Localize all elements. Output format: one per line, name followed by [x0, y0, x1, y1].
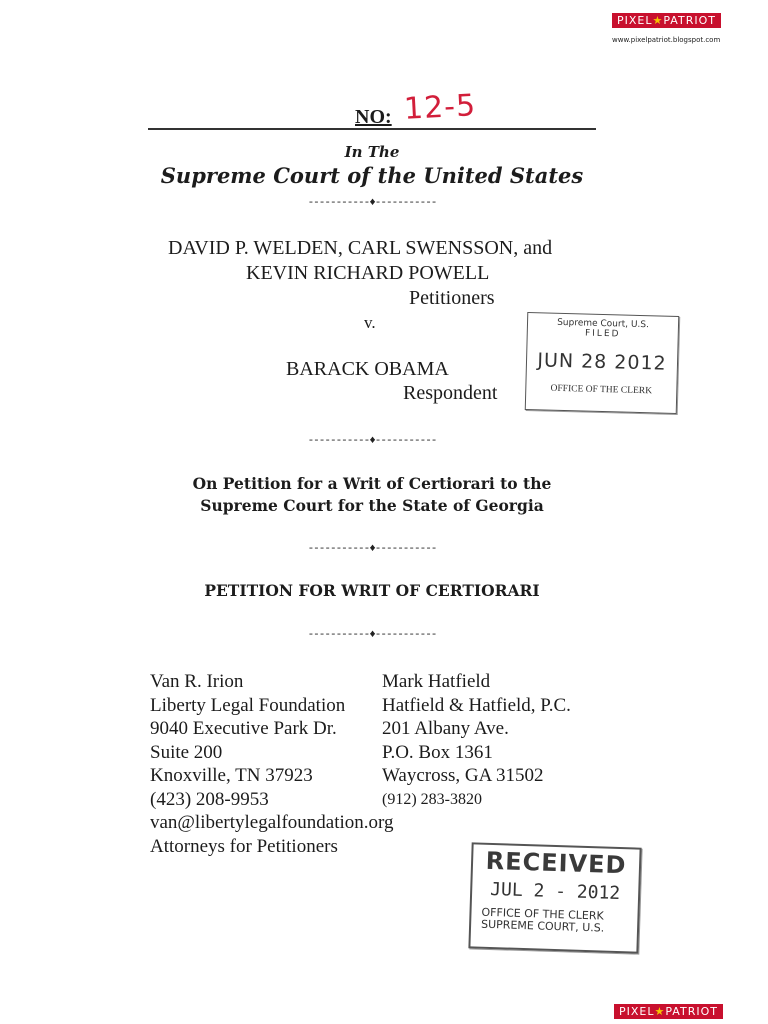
- logo-right-text: PATRIOT: [663, 14, 716, 27]
- counsel-right-city: Waycross, GA 31502: [382, 765, 544, 786]
- respondent-role: Respondent: [403, 382, 498, 404]
- petitioners-line-2: KEVIN RICHARD POWELL: [246, 262, 490, 284]
- counsel-right-phone: (912) 283-3820: [382, 790, 482, 808]
- separator-3: -----------♦-----------: [307, 543, 437, 555]
- star-icon: ★: [654, 1005, 666, 1018]
- filed-stamp-court: Supreme Court, U.S.: [556, 317, 650, 331]
- filed-stamp-date: JUN 28 2012: [537, 349, 667, 375]
- separator-4: -----------♦-----------: [307, 629, 437, 641]
- counsel-right-name: Mark Hatfield: [382, 671, 491, 692]
- counsel-left-street: 9040 Executive Park Dr.: [150, 718, 337, 739]
- counsel-left-phone: (423) 208-9953: [150, 788, 269, 810]
- counsel-left-name: Van R. Irion: [150, 671, 244, 692]
- respondent-name: BARACK OBAMA: [286, 358, 449, 380]
- docket-label: NO:: [355, 106, 392, 128]
- petition-subtitle-line-2: Supreme Court for the State of Georgia: [200, 496, 544, 515]
- watermark-url: www.pixelpatriot.blogspot.com: [612, 36, 721, 44]
- received-stamp-office-2: SUPREME COURT, U.S.: [480, 917, 605, 935]
- received-stamp-office-1: OFFICE OF THE CLERK: [481, 905, 604, 923]
- petition-title: PETITION FOR WRIT OF CERTIORARI: [204, 581, 540, 600]
- counsel-right-street: 201 Albany Ave.: [382, 718, 509, 739]
- counsel-left-role: Attorneys for Petitioners: [150, 835, 338, 857]
- filed-stamp-filed: FILED: [584, 328, 621, 340]
- counsel-right-pobox: P.O. Box 1361: [382, 741, 493, 763]
- counsel-left-city: Knoxville, TN 37923: [150, 765, 313, 786]
- separator-2: -----------♦-----------: [307, 435, 437, 447]
- counsel-right-firm: Hatfield & Hatfield, P.C.: [382, 694, 571, 716]
- petitioners-role: Petitioners: [409, 287, 495, 309]
- pixel-patriot-logo-bottom: [614, 1004, 723, 1019]
- docket-rule: [148, 128, 596, 130]
- logo-right-text: PATRIOT: [665, 1005, 718, 1018]
- filed-stamp-office: OFFICE OF THE CLERK: [550, 383, 653, 397]
- counsel-left-email: van@libertylegalfoundation.org: [150, 812, 394, 833]
- filed-stamp: [525, 312, 680, 414]
- received-stamp: [468, 842, 641, 953]
- counsel-petitioners: [150, 670, 394, 858]
- docket-number-handwritten: 12-5: [403, 88, 477, 127]
- versus: v.: [364, 313, 376, 332]
- court-heading-title: Supreme Court of the United States: [160, 163, 584, 188]
- court-heading-in-the: In The: [344, 143, 400, 161]
- received-stamp-date: JUL 2 - 2012: [489, 878, 621, 905]
- star-icon: ★: [652, 14, 664, 27]
- logo-left-text: PIXEL: [617, 14, 653, 27]
- received-stamp-title: RECEIVED: [485, 846, 627, 880]
- petition-subtitle-line-1: On Petition for a Writ of Certiorari to the: [192, 474, 552, 493]
- counsel-left-suite: Suite 200: [150, 741, 223, 763]
- logo-left-text: PIXEL: [619, 1005, 655, 1018]
- petitioners-line-1: DAVID P. WELDEN, CARL SWENSSON, and: [168, 237, 553, 259]
- counsel-left-firm: Liberty Legal Foundation: [150, 694, 346, 716]
- pixel-patriot-logo-top: [612, 13, 721, 28]
- separator-1: -----------♦-----------: [307, 197, 437, 209]
- counsel-cocounsel: [382, 670, 571, 811]
